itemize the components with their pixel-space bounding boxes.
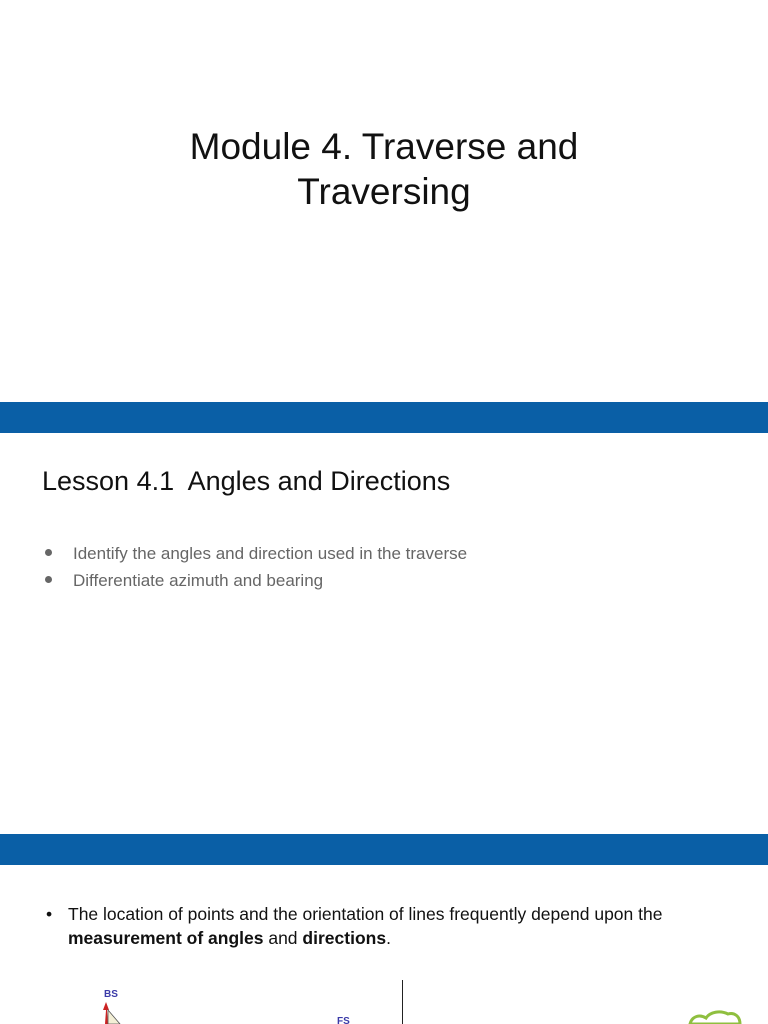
body-text-part: and <box>263 928 303 948</box>
module-title <box>0 124 768 214</box>
bullet-dot-icon <box>45 549 52 556</box>
body-bullet-item <box>45 902 725 950</box>
backsight-marker-icon <box>100 1000 140 1024</box>
backsight-label: BS <box>104 989 118 1000</box>
slide-body-list <box>45 902 725 950</box>
illustration-outline <box>690 1012 740 1024</box>
module-title-line-1: Module 4. Traverse and <box>189 126 579 167</box>
module-title-line-2: Traversing <box>297 171 471 212</box>
figure-divider <box>402 980 403 1024</box>
body-text-part: . <box>386 928 391 948</box>
objective-text: Differentiate azimuth and bearing <box>73 571 324 590</box>
lesson-title: Lesson 4.1 Angles and Directions <box>42 466 451 496</box>
bullet-icon: • <box>46 904 53 924</box>
body-bold-term: measurement of angles <box>68 928 264 948</box>
objective-item <box>42 567 467 594</box>
body-text-part: The location of points and the orientation of lines frequently depend upon the <box>68 904 663 924</box>
objective-item <box>42 540 467 567</box>
bullet-dot-icon <box>45 576 52 583</box>
slide-divider-band <box>0 834 768 865</box>
body-bold-term: directions <box>302 928 387 948</box>
objectives-list <box>42 540 467 594</box>
survey-illustration-icon <box>684 1010 744 1024</box>
angle-wedge <box>108 1010 120 1024</box>
foresight-label: FS <box>337 1016 350 1024</box>
slide-divider-band <box>0 402 768 433</box>
objective-text: Identify the angles and direction used in the traverse <box>73 544 468 563</box>
